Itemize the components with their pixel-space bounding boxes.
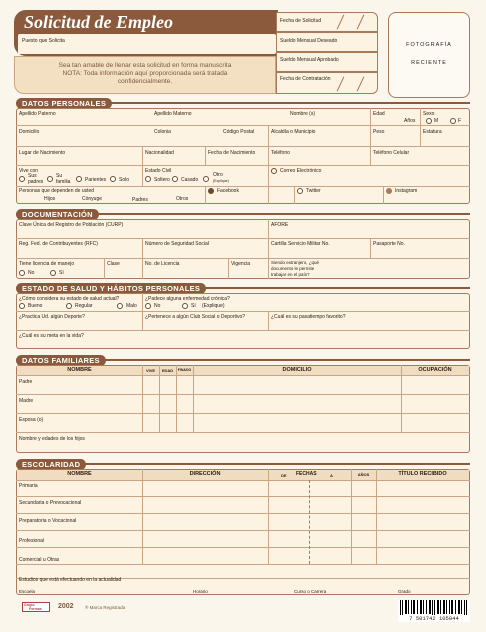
vive-solo-radio[interactable] bbox=[110, 176, 116, 182]
casado-label: Casado bbox=[181, 177, 199, 183]
esc-grado-label: Grado bbox=[398, 589, 411, 594]
cronica-no-radio[interactable] bbox=[145, 303, 151, 309]
photo-label-2: RECIENTE bbox=[411, 60, 447, 66]
cronica-si-label: Sí bbox=[191, 303, 196, 309]
edad-label: Edad bbox=[373, 111, 385, 117]
fecha-nacimiento-label: Fecha de Nacimiento bbox=[208, 150, 256, 156]
conyuge-label: Cónyuge bbox=[82, 196, 103, 202]
extranjero-label-2: documento le permite bbox=[271, 266, 315, 271]
photo-label-1: FOTOGRAFÍA bbox=[406, 42, 452, 48]
rule-line bbox=[193, 365, 194, 432]
esc-col-de: DE bbox=[281, 473, 287, 478]
notice-line-3: confidencialmente. bbox=[117, 78, 173, 85]
barcode-bars bbox=[398, 600, 470, 616]
fecha-solicitud-label: Fecha de Solicitud bbox=[280, 18, 322, 24]
nss-label: Número de Seguridad Social bbox=[145, 241, 209, 247]
salud-malo-label: Malo bbox=[126, 303, 137, 309]
club-label: ¿Pertenece a algún Club Social o Deportivo? bbox=[145, 314, 246, 320]
email-icon bbox=[271, 168, 277, 174]
peso-label: Peso bbox=[373, 129, 385, 135]
rule-line bbox=[16, 165, 470, 166]
rule-line bbox=[370, 108, 371, 146]
facebook-label: Facebook bbox=[217, 188, 239, 194]
nacionalidad-label: Nacionalidad bbox=[145, 150, 174, 156]
rule-line bbox=[228, 258, 229, 279]
rule-line bbox=[159, 365, 160, 432]
rule-line bbox=[16, 480, 470, 481]
pasaporte-label: Pasaporte No. bbox=[373, 241, 405, 247]
colonia-label: Colonia bbox=[154, 129, 171, 135]
rule-line bbox=[16, 432, 470, 433]
rule-line bbox=[142, 238, 143, 279]
salud-heading: ESTADO DE SALUD Y HÁBITOS PERSONALES bbox=[16, 283, 206, 294]
fecha-contratacion-label: Fecha de Contratación bbox=[280, 76, 331, 82]
anos-label: Años bbox=[404, 118, 416, 124]
licencia-si-label: Sí bbox=[59, 270, 64, 276]
rule-line bbox=[376, 469, 377, 564]
esc-row-secundaria: Secundaria o Prevocacional bbox=[19, 500, 82, 506]
rule-line bbox=[370, 238, 371, 258]
esc-curso-label: Curso o Carrera bbox=[294, 589, 327, 594]
rule-line bbox=[16, 186, 470, 187]
rule-line bbox=[16, 311, 470, 312]
afore-label: AFORE bbox=[271, 222, 289, 228]
rule-line bbox=[142, 293, 143, 330]
cronica-explique-label: (Explique) bbox=[202, 303, 225, 309]
otro-label: Otro bbox=[213, 172, 223, 178]
twitter-label: Twitter bbox=[306, 188, 321, 194]
rule-line bbox=[205, 186, 206, 204]
sueldo-aprobado-label: Sueldo Mensual Aprobado bbox=[280, 57, 339, 63]
rule-line bbox=[142, 146, 143, 186]
esc-row-profesional: Profesional bbox=[19, 538, 45, 544]
licencia-label: Tiene licencia de manejo bbox=[19, 261, 75, 267]
notice-line-2: NOTA: Toda información aquí proporcionada será tratada bbox=[62, 70, 228, 77]
licencia-si-radio[interactable] bbox=[50, 270, 56, 276]
brand-logo-text-1: Grupo bbox=[24, 603, 35, 607]
esc-row-comercial: Comercial u Otras bbox=[19, 557, 60, 563]
otros-label: Otros bbox=[176, 196, 189, 202]
esc-actual-label: Estudios que está efectuando en la actualidad bbox=[19, 577, 122, 583]
salud-bueno-radio[interactable] bbox=[19, 303, 25, 309]
rule-line bbox=[294, 186, 295, 204]
sexo-m-label: M bbox=[434, 118, 439, 124]
sexo-label: Sexo bbox=[423, 111, 435, 117]
rule-line bbox=[420, 108, 421, 146]
soltero-radio[interactable] bbox=[145, 176, 151, 182]
esc-col-a: A bbox=[330, 473, 333, 478]
estatura-label: Estatura bbox=[423, 129, 442, 135]
documentacion-section bbox=[16, 219, 470, 279]
facebook-icon bbox=[208, 188, 214, 194]
telefono-celular-label: Teléfono Celular bbox=[373, 150, 410, 156]
documentacion-heading: DOCUMENTACIÓN bbox=[16, 209, 99, 220]
nombres-label: Nombre (s) bbox=[290, 111, 316, 117]
vive-parientes-radio[interactable] bbox=[76, 176, 82, 182]
casado-radio[interactable] bbox=[172, 176, 178, 182]
fam-hijos-label: Nombre y edades de los hijos bbox=[19, 436, 85, 442]
salud-regular-radio[interactable] bbox=[66, 303, 72, 309]
cartilla-label: Cartilla Servicio Militar No. bbox=[271, 241, 330, 247]
estado-civil-label: Estado Civil bbox=[145, 168, 172, 174]
rule-line bbox=[142, 365, 143, 432]
salud-bueno-label: Bueno bbox=[28, 303, 43, 309]
escolaridad-heading: ESCOLARIDAD bbox=[16, 459, 86, 470]
salud-malo-radio[interactable] bbox=[117, 303, 123, 309]
rule-line bbox=[16, 496, 470, 497]
vive-solo-label: Solo bbox=[119, 177, 130, 183]
rule-line bbox=[205, 146, 206, 165]
no-licencia-label: No. de Licencia bbox=[145, 261, 180, 267]
rule-line bbox=[142, 469, 143, 564]
rule-line bbox=[176, 365, 177, 432]
vive-familia-label-2: familia bbox=[56, 179, 71, 185]
rule-line bbox=[16, 238, 470, 239]
puesto-label: Puesto que Solicita bbox=[22, 38, 65, 44]
correo-label: Correo Electrónico bbox=[280, 168, 322, 174]
esc-row-primaria: Primaria bbox=[19, 483, 38, 489]
cronica-si-radio[interactable] bbox=[182, 303, 188, 309]
licencia-no-label: No bbox=[28, 270, 35, 276]
domicilio-label: Domicilio bbox=[19, 129, 40, 135]
familiares-heading: DATOS FAMILIARES bbox=[16, 355, 106, 366]
instagram-icon bbox=[386, 188, 392, 194]
soltero-label: Soltero bbox=[154, 177, 170, 183]
vive-con-label: Vive con bbox=[19, 168, 39, 174]
dependen-label: Personas que dependen de usted bbox=[19, 188, 95, 194]
rule-line bbox=[16, 547, 470, 548]
apellido-materno-label: Apellido Materno bbox=[154, 111, 192, 117]
instagram-label: Instagram bbox=[395, 188, 418, 194]
esc-escuela-label: Escuela bbox=[19, 589, 36, 594]
brand-logo-text-2: Formas bbox=[29, 607, 42, 611]
rule-line bbox=[16, 330, 470, 331]
fam-col-ocupacion: OCUPACIÓN bbox=[401, 366, 469, 375]
esc-col-titulo: TÍTULO RECIBIDO bbox=[376, 470, 469, 480]
page-title: Solicitud de Empleo bbox=[24, 12, 174, 32]
rule-line bbox=[104, 258, 105, 279]
barcode-number: 7 501742 105044 bbox=[398, 615, 470, 622]
extranjero-label-1: Siendo extranjero, ¿qué bbox=[271, 260, 320, 265]
apellido-paterno-label: Apellido Paterno bbox=[19, 111, 56, 117]
puesto-field[interactable] bbox=[18, 34, 276, 54]
esc-row-preparatoria: Preparatoria o Vocacional bbox=[19, 518, 77, 524]
cronica-label: ¿Padece alguna enfermedad crónica? bbox=[145, 296, 230, 302]
rule-line bbox=[309, 480, 310, 564]
licencia-no-radio[interactable] bbox=[19, 270, 25, 276]
rule-line bbox=[268, 311, 269, 330]
estado-salud-label: ¿Cómo considera su estado de salud actual? bbox=[19, 296, 120, 302]
fam-row-esposa: Esposa (o) bbox=[19, 417, 44, 423]
photo-box[interactable] bbox=[388, 12, 470, 98]
vive-familia-radio[interactable] bbox=[47, 176, 53, 182]
fam-row-madre: Madre bbox=[19, 398, 34, 404]
fam-col-vive: VIVE bbox=[142, 366, 159, 375]
footer-year: 2002 bbox=[58, 603, 74, 610]
sueldo-deseado-label: Sueldo Mensual Deseado bbox=[280, 38, 338, 44]
pasatiempo-label: ¿Cuál es su pasatiempo favorito? bbox=[271, 314, 346, 320]
hijos-label: Hijos bbox=[44, 196, 56, 202]
fam-col-edad: EDAD bbox=[159, 366, 176, 375]
sexo-f-radio[interactable] bbox=[450, 118, 456, 124]
rule-line bbox=[383, 186, 384, 204]
rule-line bbox=[16, 125, 470, 126]
vive-padres-label-1: Sus bbox=[28, 173, 37, 179]
notice-line-1: Sea tan amable de llenar esta solicitud en forma manuscrita bbox=[58, 62, 232, 69]
rule-line bbox=[16, 530, 470, 531]
cronica-no-label: No bbox=[154, 303, 161, 309]
rule-line bbox=[16, 258, 470, 259]
rule-line bbox=[268, 125, 269, 204]
esc-col-fechas: FECHAS bbox=[296, 471, 317, 477]
telefono-label: Teléfono bbox=[271, 150, 290, 156]
footer-registered: ® Marca Registrada bbox=[85, 605, 126, 610]
fam-row-padre: Padre bbox=[19, 379, 33, 385]
rfc-label: Reg. Fed. de Contribuyentes (RFC) bbox=[19, 241, 98, 247]
twitter-icon bbox=[297, 188, 303, 194]
vive-padres-label-2: padres bbox=[28, 179, 44, 185]
codigo-postal-label: Código Postal bbox=[223, 129, 255, 135]
esc-col-nombre: NOMBRE bbox=[17, 470, 142, 480]
alcaldia-label: Alcaldía o Municipio bbox=[271, 129, 316, 135]
vive-familia-label-1: Su bbox=[56, 173, 63, 179]
rule-line bbox=[268, 469, 269, 564]
sexo-m-radio[interactable] bbox=[426, 118, 432, 124]
extranjero-label-3: trabajar en el país? bbox=[271, 272, 310, 277]
otro-explique-label: (Explique) bbox=[213, 179, 229, 183]
rule-line bbox=[401, 365, 402, 432]
rule-line bbox=[370, 146, 371, 165]
otro-radio[interactable] bbox=[203, 176, 209, 182]
fam-col-finado: FINADO bbox=[176, 366, 193, 375]
lugar-nacimiento-label: Lugar de Nacimiento bbox=[19, 150, 66, 156]
vigencia-label: Vigencia bbox=[231, 261, 251, 267]
fam-col-domicilio: DOMICILIO bbox=[193, 366, 401, 375]
rule-line bbox=[16, 513, 470, 514]
clase-label: Clase bbox=[107, 261, 120, 267]
fam-col-nombre: NOMBRE bbox=[17, 366, 142, 375]
rule-line bbox=[268, 219, 269, 279]
sexo-f-label: F bbox=[458, 118, 462, 124]
meta-label: ¿Cuál es su meta en la vida? bbox=[19, 333, 84, 339]
vive-padres-radio[interactable] bbox=[19, 176, 25, 182]
salud-regular-label: Regular bbox=[75, 303, 93, 309]
curp-label: Clave Única del Registro de Población (CURP) bbox=[19, 222, 124, 228]
rule-line bbox=[16, 564, 470, 565]
deporte-label: ¿Practica Ud. algún Deporte? bbox=[19, 314, 85, 320]
datos-personales-heading: DATOS PERSONALES bbox=[16, 98, 112, 109]
vive-parientes-label: Parientes bbox=[85, 177, 107, 183]
padres-label: Padres bbox=[132, 197, 148, 203]
esc-col-anos: AÑOS bbox=[351, 470, 376, 480]
rule-line bbox=[351, 469, 352, 564]
rule-line bbox=[16, 146, 470, 147]
esc-horario-label: Horario bbox=[193, 589, 208, 594]
esc-col-direccion: DIRECCIÓN bbox=[142, 470, 268, 480]
